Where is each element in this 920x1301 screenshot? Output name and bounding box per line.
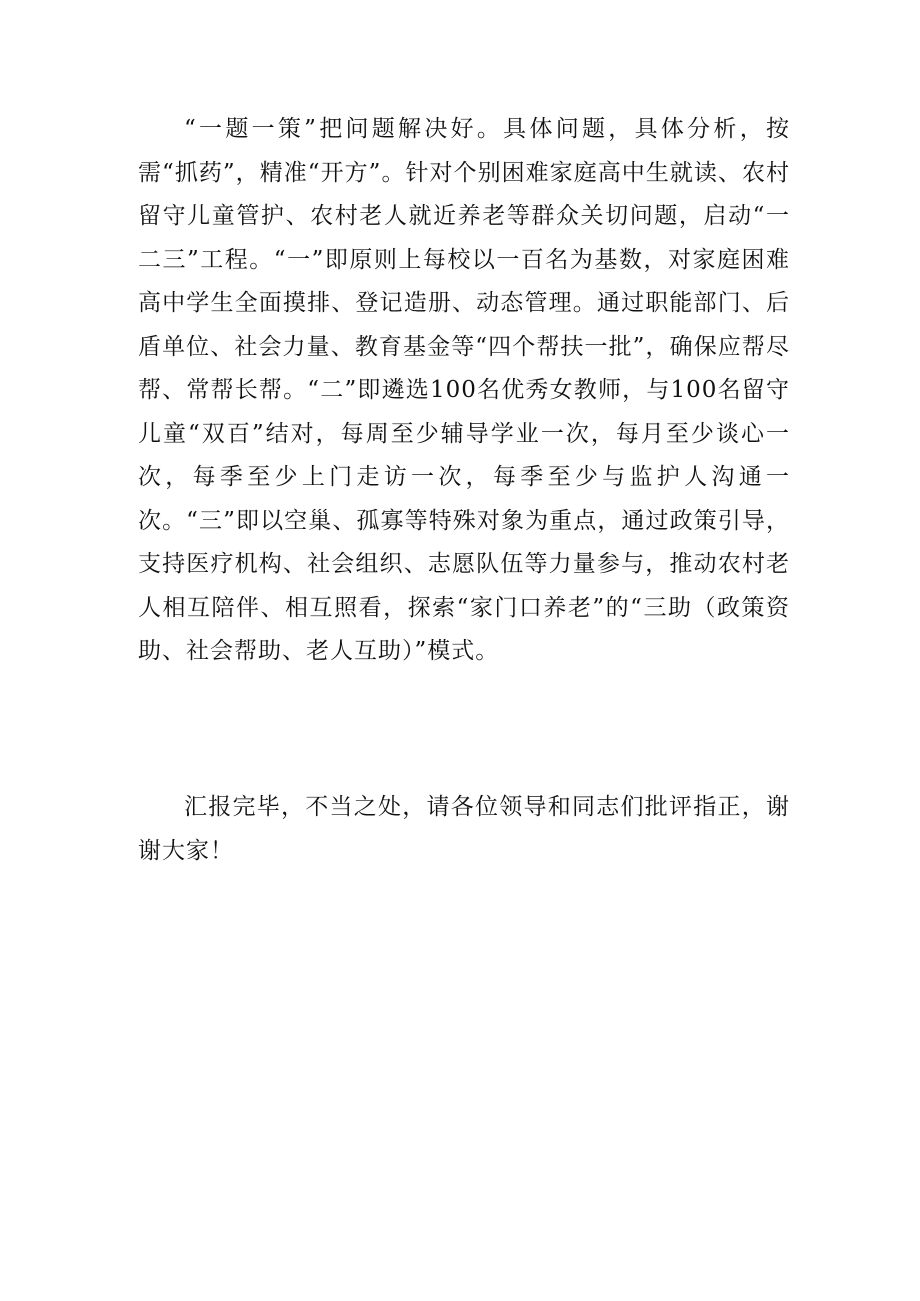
closing-paragraph: 汇报完毕，不当之处，请各位领导和同志们批评指正，谢谢大家！ xyxy=(138,794,790,864)
body-paragraph-one-problem-one-policy: “一题一策”把问题解决好。具体问题，具体分析，按需“抓药”，精准“开方”。针对个别困难家庭高中生就读、农村留守儿童管护、农村老人就近养老等群众关切问题，启动“一二三”工程。“一”即原则上每校以一百名为基数，对家庭困难高中学生全面摸排、登记造册、动态管理。通过职能部门、后盾单位、社会力量、教育基金等“四个帮扶一批”，确保应帮尽帮、常帮长帮。“二”即遴选100名优秀女教师，与100名留守儿童“双百”结对，每周至少辅导学业一次，每月至少谈心一次，每季至少上门走访一次，每季至少与监护人沟通一次。“三”即以空巢、孤寡等特殊对象为重点，通过政策引导，支持医疗机构、社会组织、志愿队伍等力量参与，推动农村老人相互陪伴、相互照看，探索“家门口养老”的“三助（政策资助、社会帮助、老人互助）”模式。 xyxy=(138,116,790,664)
